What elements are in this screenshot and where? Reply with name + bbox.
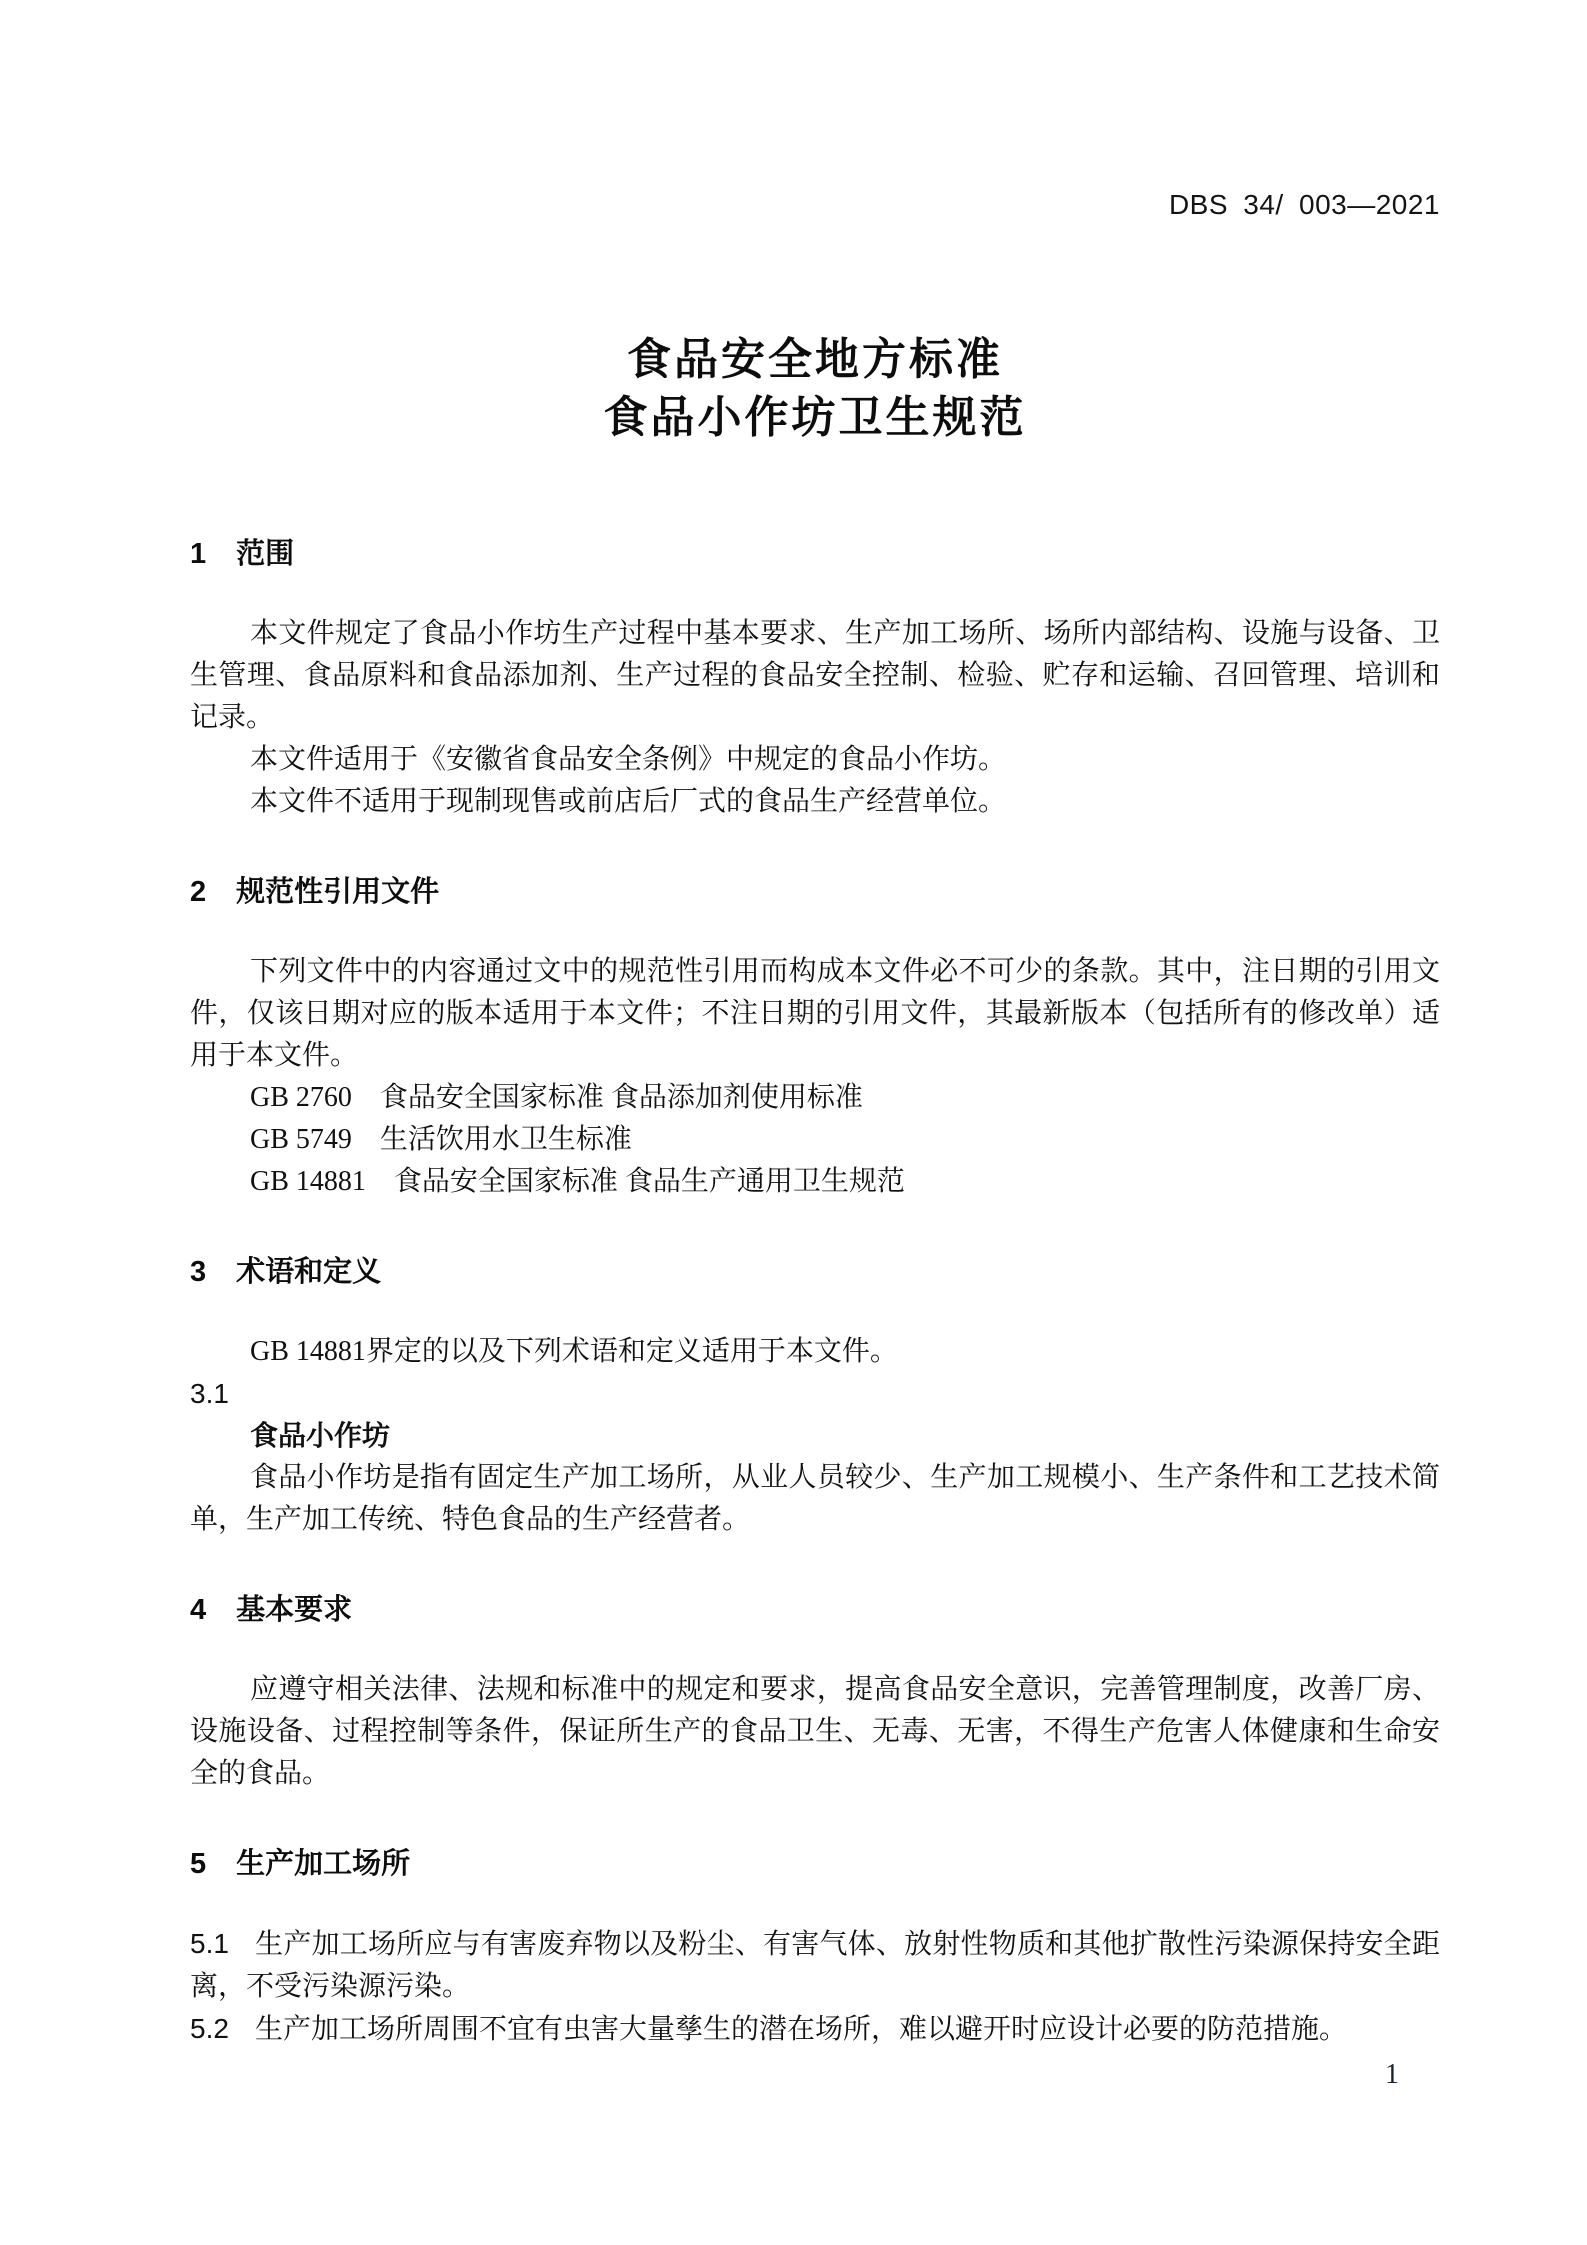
section-body-scope: [190, 613, 1440, 823]
section-number: 5: [190, 1848, 207, 1880]
paragraph: GB 14881界定的以及下列术语和定义适用于本文件。: [250, 1336, 898, 1367]
section-number: 3: [190, 1256, 207, 1288]
clause-text: 生产加工场所应与有害废弃物以及粉尘、有害气体、放射性物质和其他扩散性污染源保持安全距离，不受污染源污染。: [190, 1929, 1440, 2002]
section-heading-terms: [190, 1251, 1440, 1293]
section-heading-basic-requirements: [190, 1589, 1440, 1631]
section-body-normative-references: [190, 951, 1440, 1203]
section-heading-production-site: [190, 1843, 1440, 1885]
section-title: 术语和定义: [236, 1256, 382, 1288]
clause-number: 5.2: [190, 2013, 229, 2044]
document-title: [190, 331, 1440, 447]
section-number: 2: [190, 876, 207, 908]
paragraph: 应遵守相关法律、法规和标准中的规定和要求，提高食品安全意识，完善管理制度，改善厂房、设施设备、过程控制等条件，保证所生产的食品卫生、无毒、无害，不得生产危害人体健康和生命安全的食品。: [190, 1674, 1440, 1789]
page-number: 1: [1385, 2059, 1399, 2090]
term-definition: 食品小作坊是指有固定生产加工场所，从业人员较少、生产加工规模小、生产条件和工艺技术简单，生产加工传统、特色食品的生产经营者。: [190, 1462, 1440, 1535]
clause-text: 生产加工场所周围不宜有虫害大量孳生的潜在场所，难以避开时应设计必要的防范措施。: [254, 2014, 1347, 2045]
section-title: 规范性引用文件: [236, 876, 440, 908]
section-body-basic-requirements: [190, 1669, 1440, 1795]
clause-5-1: [190, 1923, 1440, 2008]
section-body-terms: [190, 1331, 1440, 1541]
paragraph: 下列文件中的内容通过文中的规范性引用而构成本文件必不可少的条款。其中，注日期的引用文件，仅该日期对应的版本适用于本文件；不注日期的引用文件，其最新版本（包括所有的修改单）适用于本文件。: [190, 956, 1440, 1071]
section-number: 1: [190, 538, 207, 570]
paragraph: 本文件不适用于现制现售或前店后厂式的食品生产经营单位。: [250, 786, 1007, 817]
section-heading-scope: [190, 533, 1440, 575]
clause-5-2: [190, 2008, 1440, 2051]
term-title: 食品小作坊: [250, 1420, 391, 1451]
section-title: 范围: [236, 538, 295, 570]
reference-item: GB 2760 食品安全国家标准 食品添加剂使用标准: [250, 1082, 863, 1113]
section-number: 4: [190, 1594, 207, 1626]
section-title: 生产加工场所: [236, 1848, 411, 1880]
section-title: 基本要求: [236, 1594, 353, 1626]
paragraph: 本文件适用于《安徽省食品安全条例》中规定的食品小作坊。: [250, 744, 1007, 775]
clause-number: 3.1: [190, 1378, 229, 1409]
reference-list: [190, 1077, 1440, 1203]
document-title-line2: 食品小作坊卫生规范: [603, 393, 1027, 442]
document-content: [190, 0, 1440, 2051]
section-body-production-site: [190, 1923, 1440, 2051]
reference-item: GB 5749 生活饮用水卫生标准: [250, 1124, 632, 1155]
standard-number: DBS 34/ 003—2021: [1168, 189, 1440, 220]
document-title-line1: 食品安全地方标准: [627, 335, 1003, 384]
section-heading-normative-references: [190, 871, 1440, 913]
reference-item: GB 14881 食品安全国家标准 食品生产通用卫生规范: [250, 1166, 905, 1197]
paragraph: 本文件规定了食品小作坊生产过程中基本要求、生产加工场所、场所内部结构、设施与设备、卫生管理、食品原料和食品添加剂、生产过程的食品安全控制、检验、贮存和运输、召回管理、培训和记录。: [190, 618, 1440, 733]
clause-number: 5.1: [190, 1928, 229, 1959]
